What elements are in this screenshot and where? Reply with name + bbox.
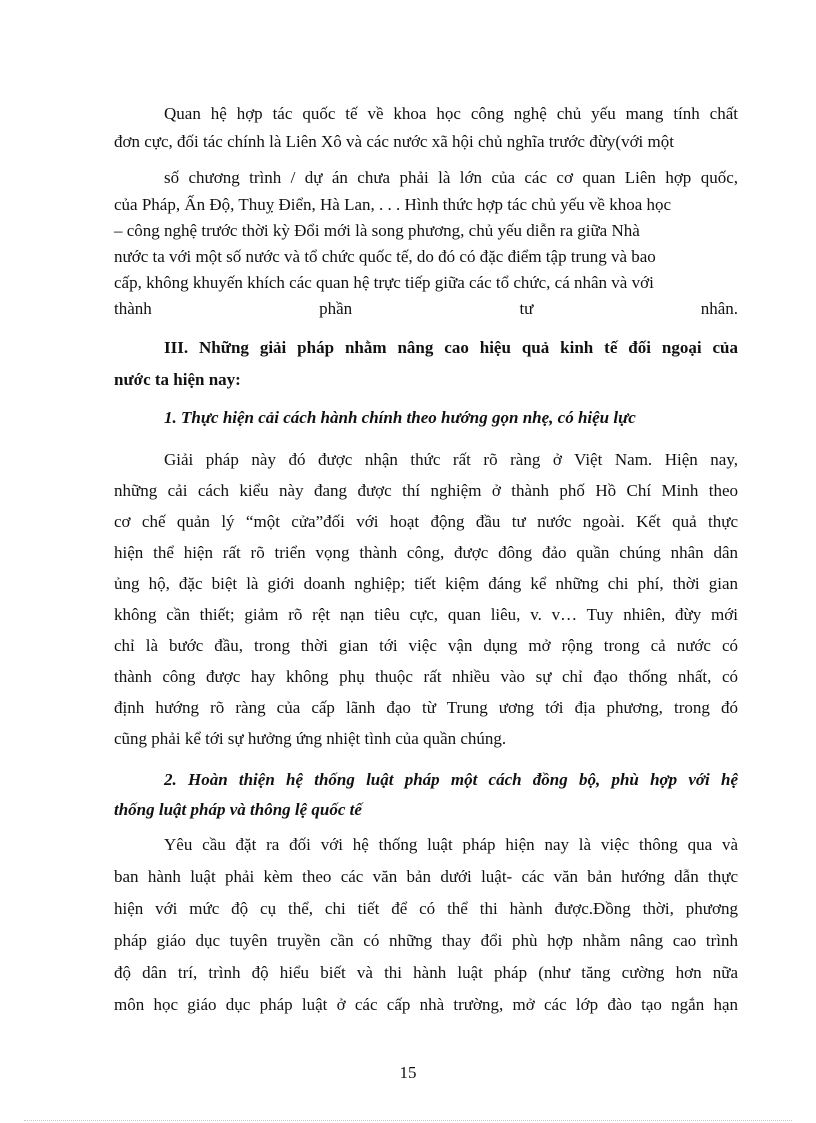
word: tư — [519, 299, 534, 318]
text-line: hiện với mức độ cụ thể, chi tiết để có thể thi hành được.Đồng thời, phương — [114, 899, 738, 918]
text-line: độ dân trí, trình độ hiểu biết và thi hành luật pháp (như tăng cường hơn nữa — [114, 963, 738, 982]
text-line: chỉ là bước đầu, trong thời gian tới việc vận dụng mở rộng trong cả nước có — [114, 636, 738, 655]
text-line: cấp, không khuyến khích các quan hệ trực tiếp giữa các tổ chức, cá nhân và với — [114, 273, 654, 292]
text-line: pháp giáo dục tuyên truyền cần có những thay đổi phù hợp nhằm nâng cao trình — [114, 931, 738, 950]
text-line: nước ta với một số nước và tổ chức quốc tế, do đó có đặc điểm tập trung và bao — [114, 247, 656, 266]
text-line: môn học giáo dục pháp luật ở các cấp nhà trường, mở các lớp đào tạo ngắn hạn — [114, 995, 738, 1014]
word: nhân. — [700, 299, 738, 318]
text-line: cơ chế quản lý “một cửa”đối với hoạt động đầu tư nước ngoài. Kết quả thực — [114, 512, 738, 531]
text-line: ủng hộ, đặc biệt là giới doanh nghiệp; tiết kiệm đáng kể những chi phí, thời gian — [114, 574, 738, 593]
text-line — [114, 299, 738, 319]
page-edge-divider — [24, 1120, 792, 1121]
text-line: không cần thiết; giảm rõ rệt nạn tiêu cực, quan liêu, v. v… Tuy nhiên, đừy mới — [114, 605, 738, 624]
page-number: 15 — [399, 1063, 417, 1082]
text-line: định hướng rõ ràng của cấp lãnh đạo từ Trung ương tới địa phương, trong đó — [114, 698, 738, 717]
section-heading: nước ta hiện nay: — [114, 370, 241, 389]
text-line: Yêu cầu đặt ra đối với hệ thống luật pháp hiện nay là việc thông qua và — [164, 835, 738, 854]
section-heading: III. Những giải pháp nhằm nâng cao hiệu quả kinh tế đối ngoại của — [164, 338, 738, 357]
text-line: những cải cách kiểu này đang được thí nghiệm ở thành phố Hồ Chí Minh theo — [114, 481, 738, 500]
text-line: Giải pháp này đó được nhận thức rất rõ ràng ở Việt Nam. Hiện nay, — [164, 450, 738, 469]
word: phần — [319, 299, 353, 318]
text-line: hiện thể hiện rất rõ triển vọng thành công, được đông đảo quần chúng nhân dân — [114, 543, 738, 562]
subsection-heading: 1. Thực hiện cải cách hành chính theo hướng gọn nhẹ, có hiệu lực — [164, 408, 636, 427]
text-line: của Pháp, Ấn Độ, Thuỵ Điển, Hà Lan, . . . Hình thức hợp tác chủ yếu về khoa học — [114, 195, 672, 214]
text-line: số chương trình / dự án chưa phải là lớn của các cơ quan Liên hợp quốc, — [164, 168, 738, 187]
text-line: ban hành luật phải kèm theo các văn bản dưới luật- các văn bản hướng dẫn thực — [114, 867, 738, 886]
text-line: cũng phải kể tới sự hưởng ứng nhiệt tình của quần chúng. — [114, 729, 507, 748]
text-line: thành công được hay không phụ thuộc rất nhiều vào sự chỉ đạo thống nhất, có — [114, 667, 738, 686]
text-line: – công nghệ trước thời kỳ Đổi mới là song phương, chủ yếu diễn ra giữa Nhà — [114, 221, 640, 240]
subsection-heading: thống luật pháp và thông lệ quốc tế — [114, 800, 362, 819]
word: thành — [114, 299, 152, 318]
subsection-heading: 2. Hoàn thiện hệ thống luật pháp một cách đồng bộ, phù hợp với hệ — [164, 770, 738, 789]
text-line: đơn cực, đối tác chính là Liên Xô và các nước xã hội chủ nghĩa trước đừy(với một — [114, 132, 674, 151]
text-line: Quan hệ hợp tác quốc tế về khoa học công nghệ chủ yếu mang tính chất — [164, 104, 738, 123]
